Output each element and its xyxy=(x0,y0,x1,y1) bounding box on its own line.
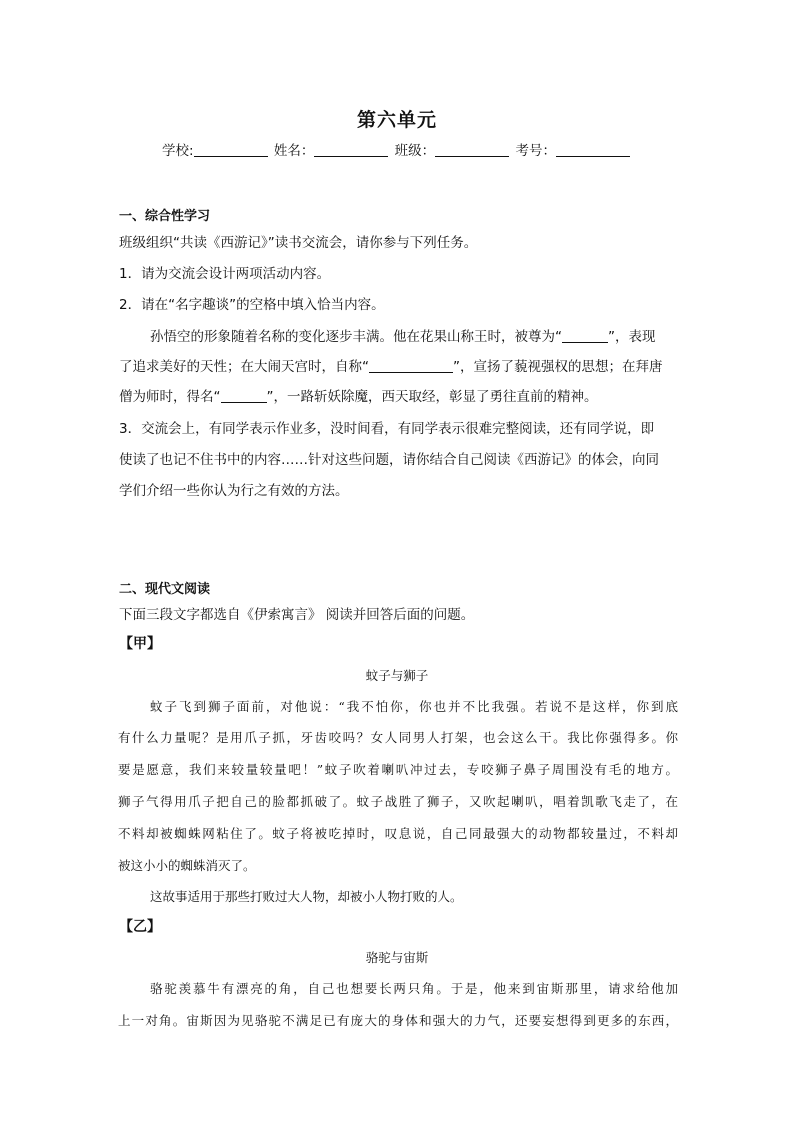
answer-blank-1[interactable] xyxy=(562,329,608,343)
passage-yi-line: 上一对角。宙斯因为见骆驼不满足已有庞大的身体和强大的力气，还要妄想得到更多的东西， xyxy=(118,1013,678,1028)
page-title: 第六单元 xyxy=(356,109,437,131)
class-label: 班级： xyxy=(394,143,436,159)
student-info-line xyxy=(0,139,794,159)
question-3-line3: 学们介绍一些你认为行之有效的方法。 xyxy=(119,483,349,499)
passage-jia-line: 不料却被蜘蛛网粘住了。蚊子将被吃掉时，叹息说，自己同最强大的动物都较量过，不料却 xyxy=(118,826,678,841)
question-2-line2: 了追求美好的天性；在大闹天宫时，自称“ ”，宣扬了藐视强权的思想；在拜唐 xyxy=(119,359,663,375)
question-3-line1: 3．交流会上，有同学表示作业多，没时间看，有同学表示很难完整阅读，还有同学说，即 xyxy=(119,421,655,437)
passage-jia-moral: 这故事适用于那些打败过大人物，却被小人物打败的人。 xyxy=(150,889,463,904)
name-blank[interactable] xyxy=(314,143,388,157)
class-blank[interactable] xyxy=(435,143,509,157)
section2-heading: 二、现代文阅读 xyxy=(119,582,211,597)
school-label: 学校: xyxy=(162,143,194,159)
passage-yi-line: 骆驼羡慕牛有漂亮的角，自己也想要长两只角。于是，他来到宙斯那里，请求给他加 xyxy=(150,981,678,996)
question-2-line1: 孙悟空的形象随着名称的变化逐步丰满。他在花果山称王时，被尊为“ ”，表现 xyxy=(150,329,656,345)
passage-jia-line: 被这小小的蜘蛛消灭了。 xyxy=(118,858,256,873)
answer-blank-2[interactable] xyxy=(369,359,453,373)
answer-blank-3[interactable] xyxy=(221,389,267,403)
passage-jia-title: 蚊子与狮子 xyxy=(365,668,429,683)
school-blank[interactable] xyxy=(194,143,268,157)
passage-jia-marker: 【甲】 xyxy=(119,636,161,652)
exam-number-blank[interactable] xyxy=(556,143,630,157)
passage-jia-line: 狮子气得用爪子把自己的脸都抓破了。蚊子战胜了狮子，又吹起喇叭，唱着凯歌飞走了，在 xyxy=(118,794,678,809)
section2-intro: 下面三段文字都选自《伊索寓言》 阅读并回答后面的问题。 xyxy=(119,607,475,623)
question-1: 1．请为交流会设计两项活动内容。 xyxy=(119,266,331,282)
question-3-line2: 使读了也记不住书中的内容……针对这些问题，请你结合自己阅读《西游记》的体会，向同 xyxy=(119,452,659,468)
question-2-line3: 僧为师时，得名“ ”，一路斩妖除魔，西天取经，彰显了勇往直前的精神。 xyxy=(119,389,598,405)
exam-number-label: 考号： xyxy=(515,143,556,159)
section1-heading: 一、综合性学习 xyxy=(119,209,211,224)
name-label: 姓名： xyxy=(273,143,315,159)
passage-jia-line: 有什么力量呢？是用爪子抓，牙齿咬吗？女人同男人打架，也会这么干。我比你强得多。你 xyxy=(118,730,678,745)
passage-yi-title: 骆驼与宙斯 xyxy=(365,950,429,965)
passage-yi-marker: 【乙】 xyxy=(119,919,161,935)
passage-jia-line: 要是愿意，我们来较量较量吧！”蚊子吹着喇叭冲过去，专咬狮子鼻子周围没有毛的地方。 xyxy=(118,762,678,777)
passage-jia-line: 蚊子飞到狮子面前，对他说：“我不怕你，你也并不比我强。若说不是这样，你到底 xyxy=(150,699,678,714)
question-2: 2．请在“名字趣谈”的空格中填入恰当内容。 xyxy=(119,297,385,313)
section1-intro: 班级组织“共读《西游记》”读书交流会，请你参与下列任务。 xyxy=(119,235,478,251)
